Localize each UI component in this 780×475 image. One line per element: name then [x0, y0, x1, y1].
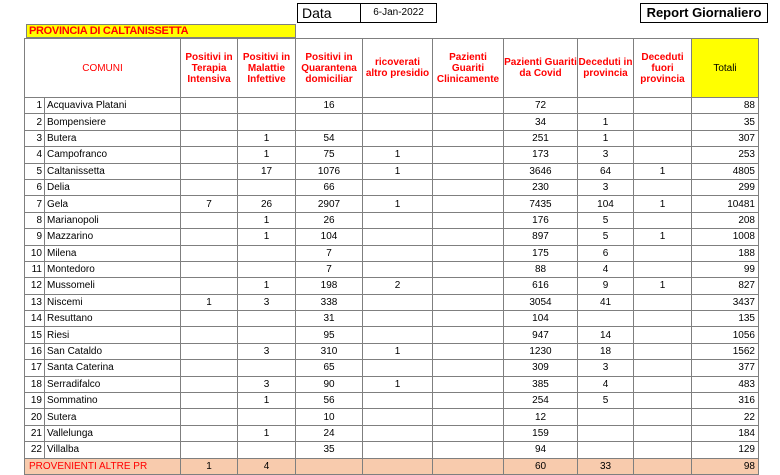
cell-clinicamente[interactable] [433, 442, 504, 458]
comune-name: Mussomeli [45, 278, 181, 294]
cell-quarantena[interactable] [296, 114, 363, 130]
row-index: 3 [25, 130, 45, 146]
table-row [25, 245, 759, 261]
cell-deceduti-in[interactable]: 104 [578, 196, 634, 212]
cell-deceduti-fuori[interactable] [634, 442, 692, 458]
cell-deceduti-in[interactable]: 1 [578, 114, 634, 130]
col-quarantena: Positivi in Quarantena domiciliar [296, 39, 363, 98]
cell-guariti[interactable]: 1230 [504, 343, 578, 359]
comune-name: Milena [45, 245, 181, 261]
cell-deceduti-fuori[interactable] [634, 393, 692, 409]
cell-deceduti-in[interactable]: 5 [578, 229, 634, 245]
cell-terapia[interactable] [181, 393, 238, 409]
col-ricoverati: ricoverati altro presidio [363, 39, 433, 98]
cell-deceduti-fuori[interactable] [634, 458, 692, 474]
cell-deceduti-fuori[interactable]: 1 [634, 278, 692, 294]
comune-name: Villalba [45, 442, 181, 458]
cell-clinicamente[interactable] [433, 212, 504, 228]
cell-malattie[interactable]: 1 [238, 130, 296, 146]
cell-totale[interactable]: 88 [692, 98, 759, 114]
cell-malattie[interactable]: 3 [238, 343, 296, 359]
cell-malattie[interactable]: 3 [238, 376, 296, 392]
cell-guariti[interactable]: 7435 [504, 196, 578, 212]
cell-deceduti-fuori[interactable] [634, 245, 692, 261]
cell-ricoverati[interactable] [363, 360, 433, 376]
cell-quarantena[interactable]: 54 [296, 130, 363, 146]
row-index: 8 [25, 212, 45, 228]
cell-clinicamente[interactable] [433, 98, 504, 114]
cell-guariti[interactable]: 3054 [504, 294, 578, 310]
row-index: 1 [25, 98, 45, 114]
col-comuni: COMUNI [25, 39, 181, 98]
cell-ricoverati[interactable] [363, 212, 433, 228]
table-row [25, 393, 759, 409]
cell-terapia[interactable] [181, 212, 238, 228]
comune-name: Montedoro [45, 261, 181, 277]
cell-quarantena[interactable]: 24 [296, 425, 363, 441]
cell-quarantena[interactable]: 7 [296, 245, 363, 261]
cell-malattie[interactable]: 1 [238, 229, 296, 245]
cell-deceduti-fuori[interactable] [634, 360, 692, 376]
cell-malattie[interactable] [238, 98, 296, 114]
cell-terapia[interactable] [181, 311, 238, 327]
cell-malattie[interactable] [238, 442, 296, 458]
cell-guariti[interactable]: 173 [504, 147, 578, 163]
cell-malattie[interactable]: 3 [238, 294, 296, 310]
col-deceduti-fuori: Deceduti fuori provincia [634, 39, 692, 98]
row-index: 7 [25, 196, 45, 212]
cell-quarantena[interactable]: 1076 [296, 163, 363, 179]
cell-terapia[interactable] [181, 163, 238, 179]
cell-terapia[interactable] [181, 425, 238, 441]
cell-deceduti-in[interactable]: 3 [578, 360, 634, 376]
row-index: 5 [25, 163, 45, 179]
cell-clinicamente[interactable] [433, 147, 504, 163]
cell-ricoverati[interactable] [363, 114, 433, 130]
cell-totale[interactable]: 377 [692, 360, 759, 376]
cell-quarantena[interactable]: 75 [296, 147, 363, 163]
cell-guariti[interactable]: 88 [504, 261, 578, 277]
cell-totale[interactable]: 10481 [692, 196, 759, 212]
cell-totale[interactable]: 135 [692, 311, 759, 327]
comune-name: Caltanissetta [45, 163, 181, 179]
cell-deceduti-in[interactable]: 3 [578, 179, 634, 195]
cell-clinicamente[interactable] [433, 196, 504, 212]
col-malattie-infettive: Positivi in Malattie Infettive [238, 39, 296, 98]
cell-ricoverati[interactable] [363, 179, 433, 195]
cell-deceduti-in[interactable]: 14 [578, 327, 634, 343]
covid-report-table [24, 38, 759, 475]
cell-terapia[interactable] [181, 343, 238, 359]
table-row [25, 425, 759, 441]
header-row [25, 39, 759, 98]
cell-deceduti-in[interactable] [578, 409, 634, 425]
cell-quarantena[interactable]: 26 [296, 212, 363, 228]
cell-deceduti-in[interactable]: 4 [578, 376, 634, 392]
comune-name: Mazzarino [45, 229, 181, 245]
cell-ricoverati[interactable] [363, 458, 433, 474]
comune-name: Bompensiere [45, 114, 181, 130]
cell-deceduti-in[interactable]: 1 [578, 130, 634, 146]
table-row [25, 278, 759, 294]
cell-malattie[interactable] [238, 327, 296, 343]
cell-deceduti-in[interactable]: 18 [578, 343, 634, 359]
cell-totale[interactable]: 129 [692, 442, 759, 458]
cell-totale[interactable]: 1056 [692, 327, 759, 343]
cell-ricoverati[interactable] [363, 98, 433, 114]
cell-deceduti-fuori[interactable] [634, 98, 692, 114]
cell-deceduti-fuori[interactable] [634, 294, 692, 310]
cell-terapia[interactable] [181, 114, 238, 130]
cell-deceduti-in[interactable]: 5 [578, 212, 634, 228]
cell-deceduti-in[interactable]: 33 [578, 458, 634, 474]
table-row [25, 163, 759, 179]
cell-ricoverati[interactable] [363, 393, 433, 409]
comune-name: Marianopoli [45, 212, 181, 228]
cell-totale[interactable]: 3437 [692, 294, 759, 310]
cell-clinicamente[interactable] [433, 393, 504, 409]
cell-malattie[interactable]: 1 [238, 425, 296, 441]
row-index: 6 [25, 179, 45, 195]
col-terapia-intensiva: Positivi in Terapia Intensiva [181, 39, 238, 98]
cell-guariti[interactable]: 104 [504, 311, 578, 327]
cell-terapia[interactable] [181, 442, 238, 458]
cell-quarantena[interactable]: 95 [296, 327, 363, 343]
provenienti-row [25, 458, 759, 474]
cell-quarantena[interactable] [296, 458, 363, 474]
row-index: 12 [25, 278, 45, 294]
row-index: 14 [25, 311, 45, 327]
cell-totale[interactable]: 299 [692, 179, 759, 195]
cell-terapia[interactable]: 1 [181, 458, 238, 474]
cell-malattie[interactable]: 26 [238, 196, 296, 212]
row-index: 10 [25, 245, 45, 261]
table-row [25, 179, 759, 195]
cell-terapia[interactable] [181, 376, 238, 392]
cell-clinicamente[interactable] [433, 409, 504, 425]
cell-guariti[interactable]: 159 [504, 425, 578, 441]
cell-malattie[interactable] [238, 409, 296, 425]
table-row [25, 327, 759, 343]
cell-clinicamente[interactable] [433, 343, 504, 359]
table-row [25, 294, 759, 310]
cell-terapia[interactable]: 1 [181, 294, 238, 310]
cell-guariti[interactable]: 897 [504, 229, 578, 245]
table-row [25, 261, 759, 277]
cell-ricoverati[interactable] [363, 425, 433, 441]
provenienti-label: PROVENIENTI ALTRE PR [25, 458, 181, 474]
table-row [25, 311, 759, 327]
comune-name: Delia [45, 179, 181, 195]
cell-clinicamente[interactable] [433, 425, 504, 441]
cell-quarantena[interactable]: 310 [296, 343, 363, 359]
cell-guariti[interactable]: 3646 [504, 163, 578, 179]
row-index: 9 [25, 229, 45, 245]
cell-guariti[interactable]: 616 [504, 278, 578, 294]
cell-terapia[interactable] [181, 327, 238, 343]
cell-guariti[interactable]: 176 [504, 212, 578, 228]
cell-totale[interactable]: 253 [692, 147, 759, 163]
cell-guariti[interactable]: 175 [504, 245, 578, 261]
cell-deceduti-fuori[interactable] [634, 409, 692, 425]
cell-deceduti-in[interactable]: 5 [578, 393, 634, 409]
cell-clinicamente[interactable] [433, 130, 504, 146]
table-row [25, 212, 759, 228]
cell-ricoverati[interactable] [363, 229, 433, 245]
cell-terapia[interactable] [181, 245, 238, 261]
cell-totale[interactable]: 188 [692, 245, 759, 261]
cell-guariti[interactable]: 60 [504, 458, 578, 474]
cell-clinicamente[interactable] [433, 278, 504, 294]
comune-name: Campofranco [45, 147, 181, 163]
cell-totale[interactable]: 483 [692, 376, 759, 392]
cell-quarantena[interactable]: 35 [296, 442, 363, 458]
comune-name: Vallelunga [45, 425, 181, 441]
table-row [25, 343, 759, 359]
cell-ricoverati[interactable]: 1 [363, 196, 433, 212]
cell-ricoverati[interactable] [363, 409, 433, 425]
province-title: PROVINCIA DI CALTANISSETTA [26, 24, 296, 38]
comune-name: Niscemi [45, 294, 181, 310]
report-date[interactable]: 6-Jan-2022 [361, 3, 437, 23]
cell-totale[interactable]: 307 [692, 130, 759, 146]
cell-deceduti-in[interactable]: 9 [578, 278, 634, 294]
cell-deceduti-in[interactable]: 41 [578, 294, 634, 310]
cell-totale[interactable]: 4805 [692, 163, 759, 179]
cell-terapia[interactable] [181, 278, 238, 294]
cell-totale[interactable]: 316 [692, 393, 759, 409]
cell-ricoverati[interactable] [363, 245, 433, 261]
cell-guariti[interactable]: 230 [504, 179, 578, 195]
cell-deceduti-fuori[interactable] [634, 425, 692, 441]
comune-name: Gela [45, 196, 181, 212]
cell-guariti[interactable]: 947 [504, 327, 578, 343]
cell-quarantena[interactable]: 31 [296, 311, 363, 327]
comune-name: Butera [45, 130, 181, 146]
comune-name: Serradifalco [45, 376, 181, 392]
row-index: 20 [25, 409, 45, 425]
cell-guariti[interactable]: 385 [504, 376, 578, 392]
row-index: 4 [25, 147, 45, 163]
cell-deceduti-fuori[interactable]: 1 [634, 196, 692, 212]
cell-terapia[interactable] [181, 261, 238, 277]
cell-quarantena[interactable]: 56 [296, 393, 363, 409]
comune-name: Riesi [45, 327, 181, 343]
row-index: 21 [25, 425, 45, 441]
cell-deceduti-in[interactable]: 6 [578, 245, 634, 261]
cell-guariti[interactable]: 251 [504, 130, 578, 146]
cell-deceduti-fuori[interactable] [634, 130, 692, 146]
cell-totale[interactable]: 827 [692, 278, 759, 294]
cell-quarantena[interactable]: 7 [296, 261, 363, 277]
cell-malattie[interactable] [238, 360, 296, 376]
cell-quarantena[interactable]: 66 [296, 179, 363, 195]
cell-deceduti-in[interactable] [578, 98, 634, 114]
cell-totale[interactable]: 184 [692, 425, 759, 441]
cell-ricoverati[interactable]: 2 [363, 278, 433, 294]
cell-clinicamente[interactable] [433, 229, 504, 245]
cell-deceduti-fuori[interactable]: 1 [634, 163, 692, 179]
cell-quarantena[interactable]: 338 [296, 294, 363, 310]
cell-deceduti-in[interactable]: 4 [578, 261, 634, 277]
row-index: 22 [25, 442, 45, 458]
comune-name: Resuttano [45, 311, 181, 327]
cell-malattie[interactable]: 1 [238, 212, 296, 228]
cell-quarantena[interactable]: 90 [296, 376, 363, 392]
row-index: 16 [25, 343, 45, 359]
cell-ricoverati[interactable] [363, 442, 433, 458]
cell-quarantena[interactable]: 104 [296, 229, 363, 245]
row-index: 17 [25, 360, 45, 376]
cell-clinicamente[interactable] [433, 294, 504, 310]
cell-malattie[interactable]: 1 [238, 278, 296, 294]
comune-name: Acquaviva Platani [45, 98, 181, 114]
cell-guariti[interactable]: 34 [504, 114, 578, 130]
data-label: Data [297, 3, 361, 23]
cell-ricoverati[interactable] [363, 327, 433, 343]
col-totali: Totali [692, 39, 759, 98]
comune-name: San Cataldo [45, 343, 181, 359]
cell-terapia[interactable] [181, 229, 238, 245]
cell-clinicamente[interactable] [433, 376, 504, 392]
cell-terapia[interactable]: 7 [181, 196, 238, 212]
comune-name: Sommatino [45, 393, 181, 409]
cell-clinicamente[interactable] [433, 245, 504, 261]
table-row [25, 360, 759, 376]
cell-clinicamente[interactable] [433, 458, 504, 474]
table-row [25, 442, 759, 458]
cell-totale[interactable]: 22 [692, 409, 759, 425]
cell-malattie[interactable] [238, 179, 296, 195]
cell-ricoverati[interactable]: 1 [363, 147, 433, 163]
cell-terapia[interactable] [181, 179, 238, 195]
cell-deceduti-fuori[interactable]: 1 [634, 229, 692, 245]
cell-ricoverati[interactable]: 1 [363, 376, 433, 392]
cell-ricoverati[interactable] [363, 130, 433, 146]
cell-deceduti-fuori[interactable] [634, 343, 692, 359]
cell-deceduti-in[interactable]: 3 [578, 147, 634, 163]
col-guariti-covid: Pazienti Guariti da Covid [504, 39, 578, 98]
table-row [25, 229, 759, 245]
cell-clinicamente[interactable] [433, 261, 504, 277]
cell-quarantena[interactable]: 198 [296, 278, 363, 294]
report-title: Report Giornaliero [640, 3, 768, 23]
cell-malattie[interactable]: 1 [238, 393, 296, 409]
cell-ricoverati[interactable]: 1 [363, 343, 433, 359]
cell-malattie[interactable]: 4 [238, 458, 296, 474]
cell-deceduti-in[interactable]: 64 [578, 163, 634, 179]
table-row [25, 98, 759, 114]
table-row [25, 409, 759, 425]
row-index: 2 [25, 114, 45, 130]
cell-malattie[interactable] [238, 311, 296, 327]
cell-deceduti-fuori[interactable] [634, 311, 692, 327]
cell-totale[interactable]: 98 [692, 458, 759, 474]
cell-totale[interactable]: 1562 [692, 343, 759, 359]
cell-ricoverati[interactable] [363, 311, 433, 327]
cell-totale[interactable]: 99 [692, 261, 759, 277]
cell-quarantena[interactable]: 10 [296, 409, 363, 425]
cell-totale[interactable]: 1008 [692, 229, 759, 245]
col-guariti-clinicamente: Pazienti Guariti Clinicamente [433, 39, 504, 98]
table-row [25, 114, 759, 130]
cell-guariti[interactable]: 309 [504, 360, 578, 376]
cell-quarantena[interactable]: 2907 [296, 196, 363, 212]
table-row [25, 196, 759, 212]
cell-quarantena[interactable]: 16 [296, 98, 363, 114]
cell-terapia[interactable] [181, 360, 238, 376]
cell-deceduti-fuori[interactable] [634, 179, 692, 195]
cell-malattie[interactable]: 17 [238, 163, 296, 179]
cell-guariti[interactable]: 254 [504, 393, 578, 409]
cell-quarantena[interactable]: 65 [296, 360, 363, 376]
cell-clinicamente[interactable] [433, 360, 504, 376]
cell-guariti[interactable]: 72 [504, 98, 578, 114]
cell-ricoverati[interactable] [363, 261, 433, 277]
cell-ricoverati[interactable]: 1 [363, 163, 433, 179]
cell-deceduti-in[interactable] [578, 442, 634, 458]
cell-guariti[interactable]: 94 [504, 442, 578, 458]
cell-deceduti-fuori[interactable] [634, 147, 692, 163]
cell-deceduti-in[interactable] [578, 311, 634, 327]
row-index: 15 [25, 327, 45, 343]
table-row [25, 147, 759, 163]
cell-deceduti-fuori[interactable] [634, 327, 692, 343]
comune-name: Santa Caterina [45, 360, 181, 376]
comune-name: Sutera [45, 409, 181, 425]
cell-terapia[interactable] [181, 147, 238, 163]
cell-malattie[interactable]: 1 [238, 147, 296, 163]
cell-clinicamente[interactable] [433, 163, 504, 179]
table-row [25, 376, 759, 392]
cell-malattie[interactable] [238, 114, 296, 130]
cell-deceduti-fuori[interactable] [634, 212, 692, 228]
cell-totale[interactable]: 208 [692, 212, 759, 228]
col-deceduti-provincia: Deceduti in provincia [578, 39, 634, 98]
cell-terapia[interactable] [181, 98, 238, 114]
cell-deceduti-fuori[interactable] [634, 261, 692, 277]
cell-guariti[interactable]: 12 [504, 409, 578, 425]
cell-totale[interactable]: 35 [692, 114, 759, 130]
cell-clinicamente[interactable] [433, 311, 504, 327]
row-index: 18 [25, 376, 45, 392]
row-index: 11 [25, 261, 45, 277]
cell-terapia[interactable] [181, 130, 238, 146]
cell-deceduti-fuori[interactable] [634, 114, 692, 130]
cell-terapia[interactable] [181, 409, 238, 425]
cell-clinicamente[interactable] [433, 179, 504, 195]
row-index: 13 [25, 294, 45, 310]
cell-clinicamente[interactable] [433, 327, 504, 343]
row-index: 19 [25, 393, 45, 409]
cell-malattie[interactable] [238, 245, 296, 261]
table-row [25, 130, 759, 146]
cell-clinicamente[interactable] [433, 114, 504, 130]
cell-malattie[interactable] [238, 261, 296, 277]
cell-ricoverati[interactable] [363, 294, 433, 310]
cell-deceduti-fuori[interactable] [634, 376, 692, 392]
cell-deceduti-in[interactable] [578, 425, 634, 441]
